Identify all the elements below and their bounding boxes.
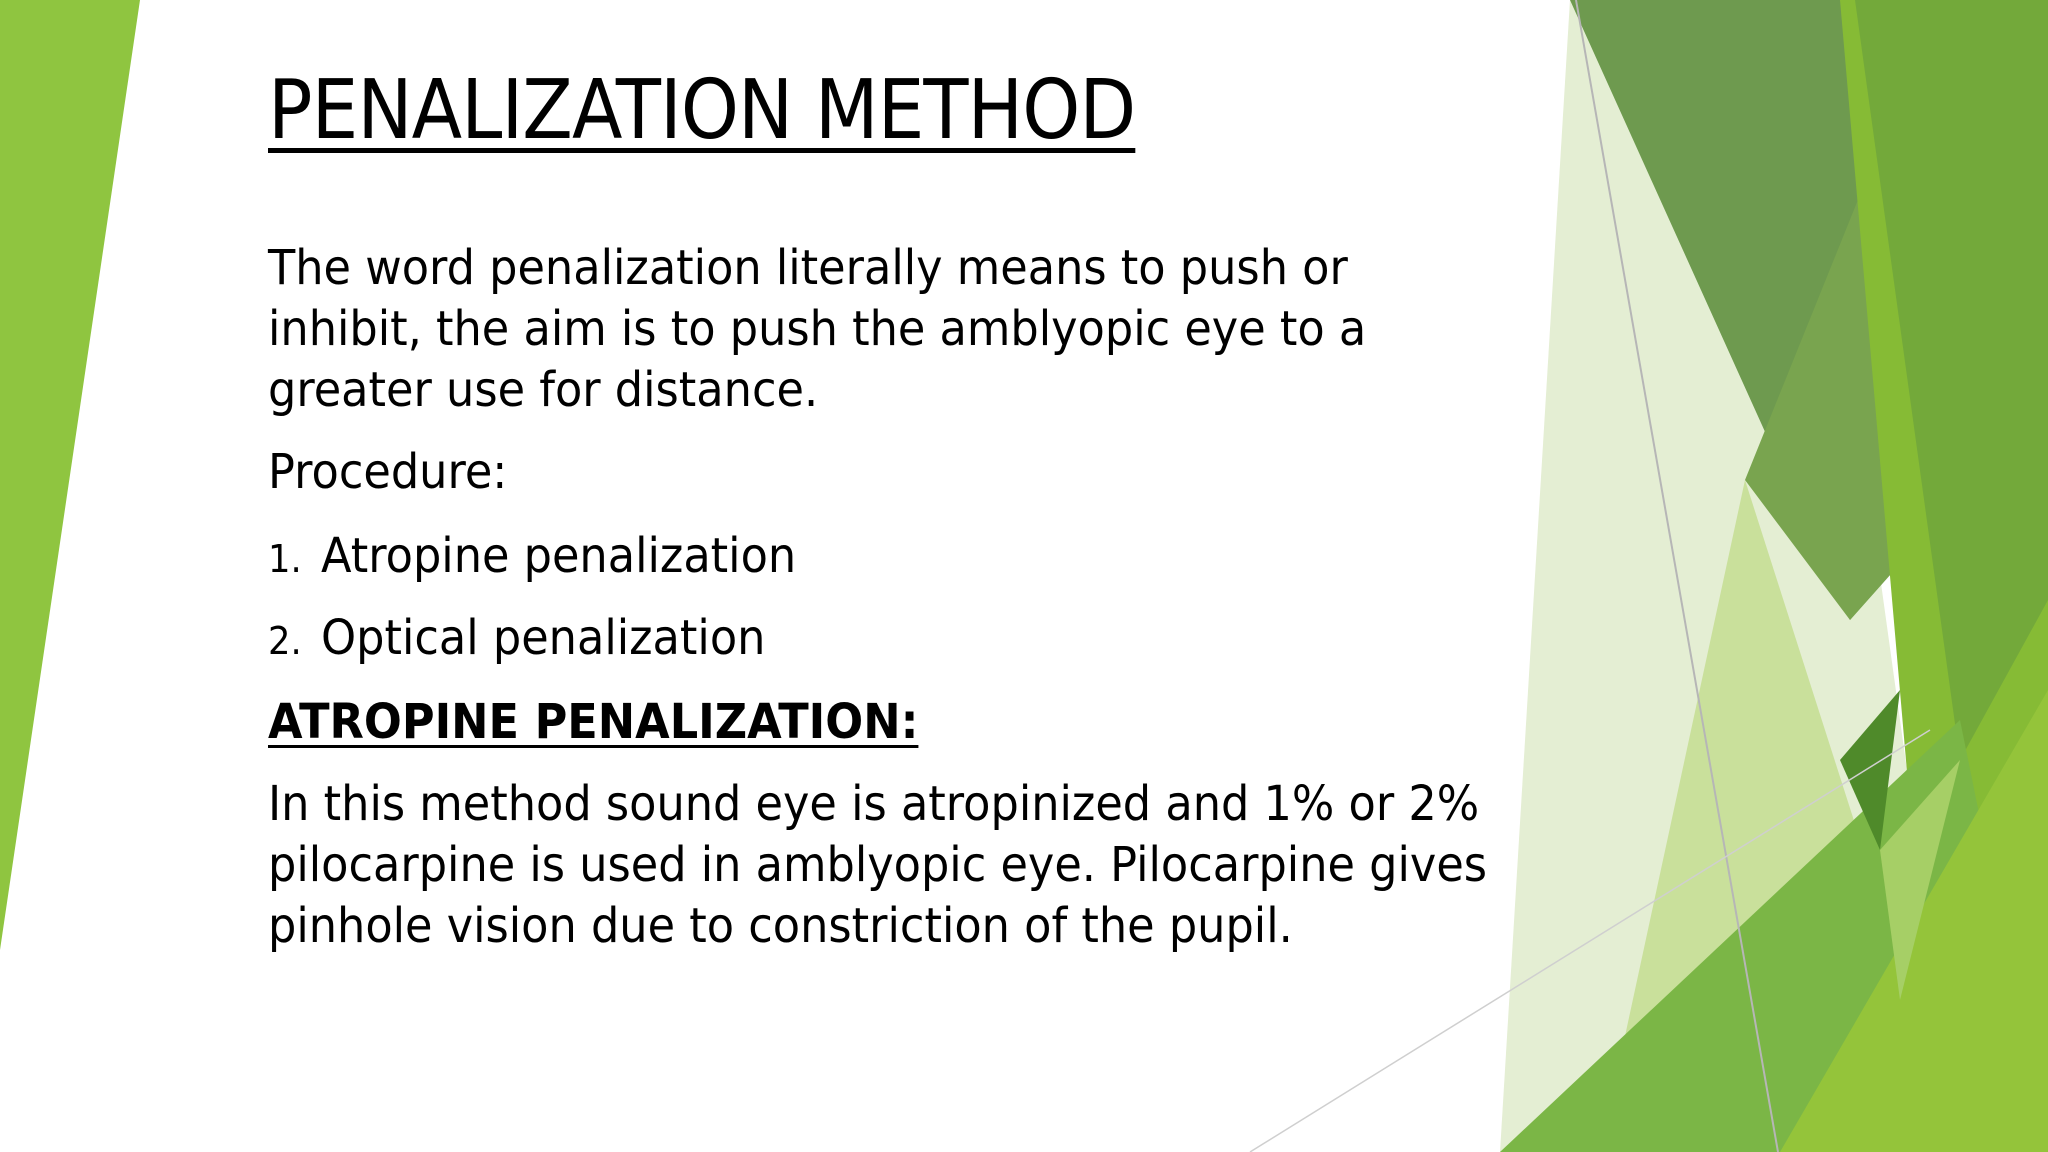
atropine-subheading: ATROPINE PENALIZATION: [268,694,919,750]
intro-line: greater use for distance. [268,362,819,418]
procedure-item-label: Atropine penalization [321,528,797,584]
intro-line: The word penalization literally means to push or [268,240,1348,296]
detail-line: pilocarpine is used in amblyopic eye. Pilocarpine gives [268,837,1488,893]
slide-title: PENALIZATION METHOD [268,63,1136,158]
procedure-item [268,526,796,590]
intro-paragraph [268,238,1366,421]
procedure-item-number: 2. [268,619,302,663]
procedure-item-number: 1. [268,537,302,581]
intro-line: inhibit, the aim is to push the amblyopic eye to a [268,301,1367,357]
left-green-wedge [0,0,140,950]
procedure-label: Procedure: [268,444,508,500]
detail-line: In this method sound eye is atropinized and 1% or 2% [268,776,1480,832]
procedure-item-label: Optical penalization [321,610,766,666]
detail-paragraph [268,774,1487,957]
detail-line: pinhole vision due to constriction of the pupil. [268,898,1293,954]
procedure-item [268,608,765,672]
